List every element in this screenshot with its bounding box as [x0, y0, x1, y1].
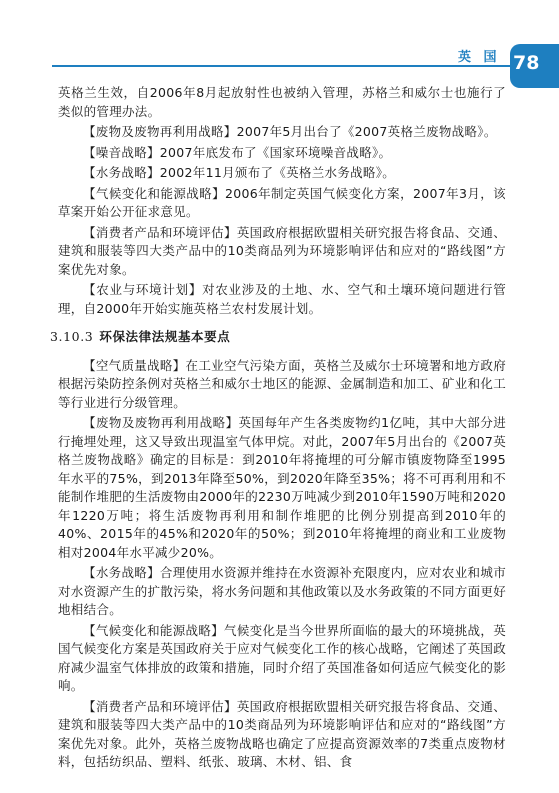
paragraph-climate-policy: 【气候变化和能源战略】气候变化是当今世界所面临的最大的环境挑战，英国气候变化方案是英国政府关于应对气候变化工作的核心战略，它阐述了英国政府减少温室气体排放的政策和措施，同时介绍了英国准备如何适应气候变化的影响。	[58, 622, 507, 693]
paragraph-consumer-products: 【消费者产品和环境评估】英国政府根据欧盟相关研究报告将食品、交通、建筑和服装等四大类产品中的10类商品列为环境影响评估和应对的“路线图”方案优先对象。	[58, 224, 506, 277]
page-header	[0, 0, 559, 80]
paragraph-noise-strategy: 【噪音战略】2007年底发布了《国家环境噪音战略》。	[83, 144, 392, 160]
paragraph-air-quality: 【空气质量战略】在工业空气污染方面，英格兰及威尔士环境署和地方政府根据污染防控条例对英格兰和威尔士地区的能源、金属制造和加工、矿业和化工等行业进行分级管理。	[58, 357, 507, 410]
section-heading	[50, 328, 506, 347]
paragraph-water-strategy: 【水务战略】2002年11月颁布了《英格兰水务战略》。	[83, 165, 396, 180]
paragraph-water-policy: 【水务战略】合理使用水资源并维持在水资源补充限度内，应对农业和城市对水资源产生的扩散污染，将水务问题和其他政策以及水务政策的不同方面更好地相结合。	[58, 565, 507, 617]
paragraph-waste-targets: 【废物及废物再利用战略】英国每年产生各类废物约1亿吨，其中大部分进行掩埋处理，这又导致出现温室气体甲烷。对此，2007年5月出台的《2007英格兰废物战略》确定的目标是：到2010年将掩埋的可分解市镇废物降至1995年水平的75%，到2013年降至50%，到2020年降至35%；将不可再利用和不能制作堆肥的生活废物由2000年的2230万吨减少到2010年1590万吨和2020年1220万吨；将生活废物再利用和制作堆肥的比例分别提高到2010年的40%、2015年的45%和2020年的50%；到2010年将掩埋的商业和工业废物相对2004年水平减少20%。	[58, 415, 506, 560]
page-number: 78	[513, 52, 540, 74]
paragraph-consumer-assessment: 【消费者产品和环境评估】英国政府根据欧盟相关研究报告将食品、交通、建筑和服装等四大类产品中的10类商品列为环境影响评估和应对的“路线图”方案优先对象。此外，英格兰废物战略也确定了应提高资源效率的7类重点废物材料，包括纺织品、塑料、纸张、玻璃、木材、铝、食	[58, 698, 506, 769]
paragraph-continued: 英格兰生效，自2006年8月起放射性也被纳入管理，苏格兰和威尔士也施行了类似的管理办法。	[58, 85, 506, 119]
paragraph-waste-strategy: 【废物及废物再利用战略】2007年5月出台了《2007英格兰废物战略》。	[83, 124, 497, 139]
paragraph-agriculture-plan: 【农业与环境计划】对农业涉及的土地、水、空气和土壤环境问题进行管理，自2000年开始实施英格兰农村发展计划。	[58, 282, 506, 316]
section-number: 3.10.3	[50, 329, 94, 344]
header-title: 英 国	[458, 50, 501, 65]
page-body	[50, 84, 507, 774]
paragraph-climate-strategy: 【气候变化和能源战略】2006年制定英国气候变化方案，2007年3月，该草案开始公开征求意见。	[58, 185, 506, 219]
header-rule	[52, 65, 510, 67]
section-title: 环保法律法规基本要点	[99, 329, 231, 344]
